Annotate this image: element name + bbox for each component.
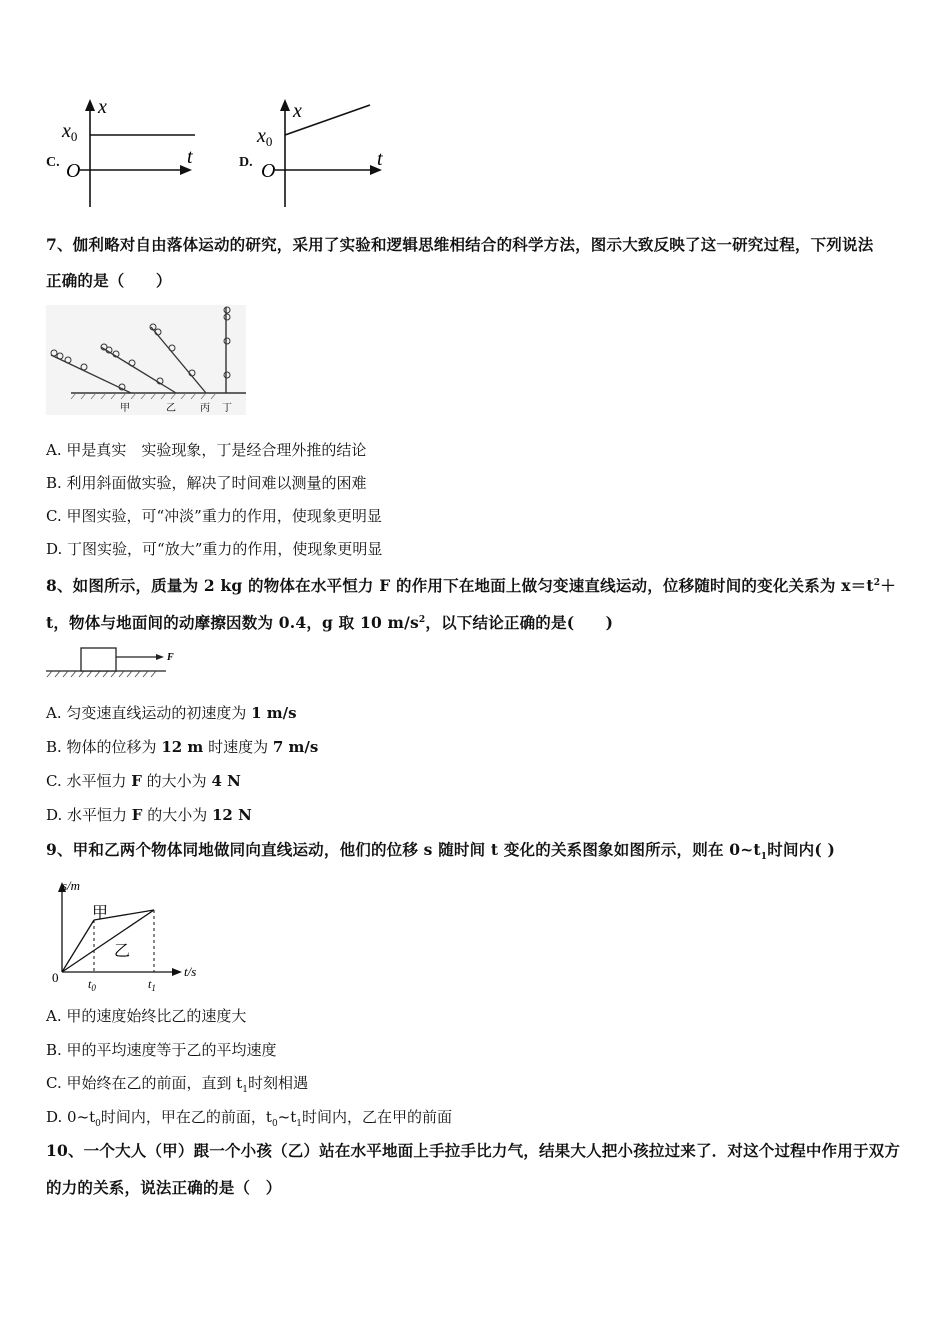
q7-label-bing: 丙 [200,403,210,414]
graph-d-label: D. [239,155,253,170]
q9-option-d[interactable]: D. $0\sim t_0$时间内，甲在乙的前面，$t_0\sim t_1$时间内，乙在甲的前面 [46,1108,453,1129]
q8-option-c[interactable]: C. 水平恒力 F 的大小为 4 N [46,772,241,790]
graph-c-label: C. [46,155,60,170]
q7-stem-line2: 正确的是（ ） [46,271,172,290]
q7-option-a[interactable]: A. 甲是真实 实验现象，丁是经合理外推的结论 [46,441,367,459]
q7-figure-svg [46,305,246,415]
q7-option-d[interactable]: D. 丁图实验，可“放大”重力的作用，使现象更明显 [46,540,383,558]
q7-stem-line1: 7、伽利略对自由落体运动的研究，采用了实验和逻辑思维相结合的科学方法，图示大致反映了这一研究过程，下列说法 [46,235,874,254]
q9-option-c[interactable]: C. 甲始终在乙的前面，直到 $t_1$时刻相遇 [46,1074,309,1095]
q9-origin: 0 [52,970,59,985]
q9-graph [46,870,216,995]
q7-figure [46,305,246,415]
graph-d-x0: $x_0$ [257,125,273,149]
q9-stem: 9、甲和乙两个物体同地做同向直线运动，他们的位移 s 随时间 t 变化的关系图象如图所示，则在 $0\sim t_1$时间内( ) [46,840,836,863]
q9-t0-label: $t_0$ [88,977,96,993]
graph-d-origin: O [261,160,276,182]
graph-d-plot [235,95,405,210]
q8-stem-line1: 8、如图所示，质量为 2 kg 的物体在水平恒力 F 的作用下在地面上做匀变速直线运动，位移随时间的变化关系为 $x=t^2+$ [46,576,896,596]
q8-force-label: F [167,652,174,663]
q9-option-b[interactable]: B. 甲的平均速度等于乙的平均速度 [46,1041,277,1059]
q9-jia-label: 甲 [92,905,109,922]
q9-option-a[interactable]: A. 甲的速度始终比乙的速度大 [46,1007,247,1025]
q9-x-axis-label: t/s [184,964,197,979]
q8-option-d[interactable]: D. 水平恒力 F 的大小为 12 N [46,806,252,824]
graph-c-origin: O [66,160,81,182]
q7-option-c[interactable]: C. 甲图实验，可“冲淡”重力的作用，使现象更明显 [46,507,382,525]
graph-c-x-label: t [187,146,193,168]
q8-figure-svg [46,643,186,679]
q7-label-ding: 丁 [222,403,232,414]
q9-yi-label: 乙 [114,943,131,960]
graph-c-y-label: x [98,96,107,118]
q8-option-b[interactable]: B. 物体的位移为 12 m 时速度为 7 m/s [46,738,319,756]
q10-stem-line2: 的力的关系，说法正确的是（ ） [46,1178,282,1197]
graph-c [40,95,210,210]
q7-label-jia: 甲 [120,403,130,414]
q8-option-a[interactable]: A. 匀变速直线运动的初速度为 1 m/s [46,704,297,722]
q8-stem-line2: t，物体与地面间的动摩擦因数为 0.4，g 取 10 $m/s^2$，以下结论正确的是( ) [46,613,614,633]
q7-option-b[interactable]: B. 利用斜面做实验，解决了时间难以测量的困难 [46,474,367,492]
q9-y-axis-label: s/m [62,878,81,893]
q9-graph-svg [46,870,216,995]
q7-label-yi: 乙 [166,403,176,414]
q8-figure [46,643,186,679]
graph-c-plot [40,95,210,210]
q10-stem-line1: 10、一个大人（甲）跟一个小孩（乙）站在水平地面上手拉手比力气，结果大人把小孩拉过来了．对这个过程中作用于双方 [46,1141,901,1160]
q9-t1-label: $t_1$ [148,977,156,993]
graph-d [235,95,405,210]
graph-d-x-label: t [377,148,383,170]
graph-d-y-label: x [293,100,302,122]
graph-c-x0: $x_0$ [62,120,78,144]
